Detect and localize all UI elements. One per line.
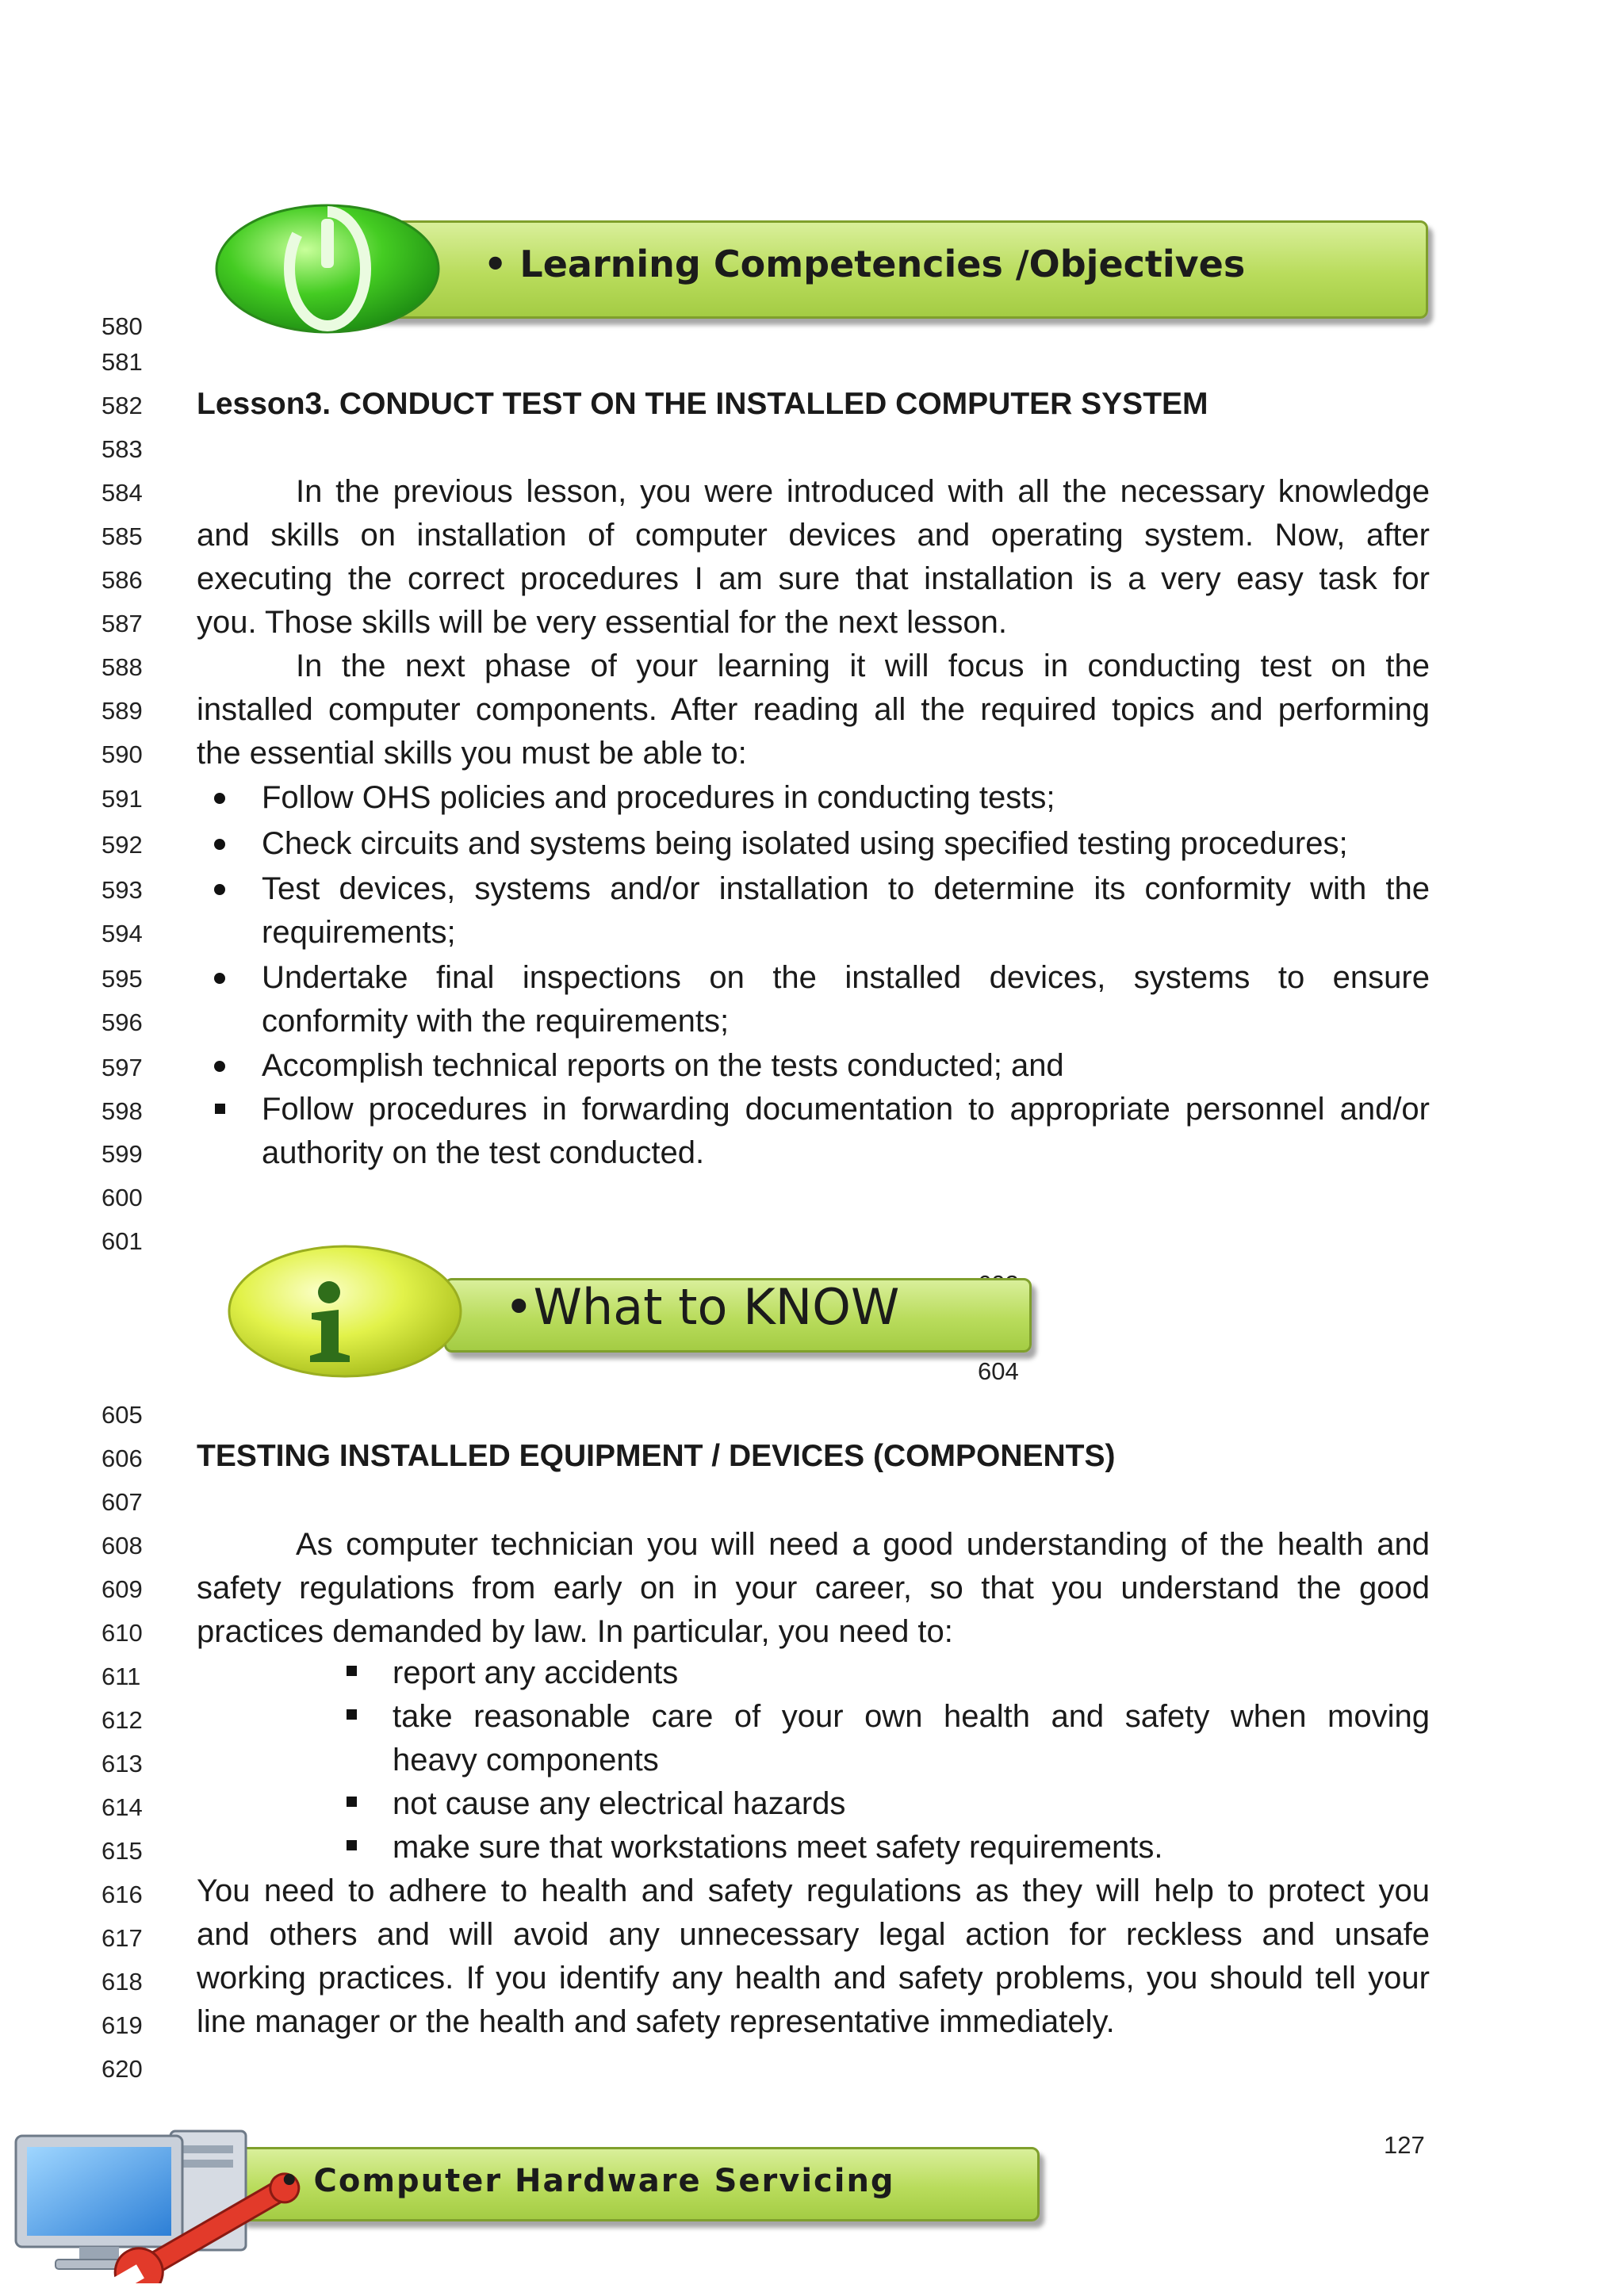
list-item: Check circuits and systems being isolated using specified testing procedures; — [262, 826, 1348, 861]
what-to-know-title: •What to KNOW — [504, 1278, 900, 1336]
list-item-continued: conformity with the requirements; — [262, 1004, 730, 1039]
line-number: 596 — [102, 1008, 143, 1036]
bullet-dot — [214, 793, 225, 804]
line-number: 614 — [102, 1793, 143, 1821]
paragraph-line: In the previous lesson, you were introduced with all the necessary knowledge — [296, 474, 1430, 509]
line-number: 612 — [102, 1706, 143, 1734]
line-number: 586 — [102, 566, 143, 594]
line-number: 581 — [102, 348, 143, 376]
line-number: 609 — [102, 1575, 143, 1603]
line-number: 611 — [102, 1663, 141, 1690]
line-number: 604 — [978, 1357, 1019, 1385]
line-number: 608 — [102, 1532, 143, 1559]
paragraph-line: In the next phase of your learning it will focus in conducting test on the — [296, 649, 1430, 683]
paragraph-line: and skills on installation of computer devices and operating system. Now, after — [197, 518, 1430, 553]
bullet-dot — [214, 884, 225, 895]
line-number: 584 — [102, 479, 143, 507]
line-number: 592 — [102, 831, 143, 859]
line-number: 585 — [102, 522, 143, 550]
line-number: 617 — [102, 1924, 143, 1952]
list-item-continued: requirements; — [262, 915, 456, 950]
bullet-square — [347, 1840, 357, 1850]
line-number: 613 — [102, 1750, 143, 1777]
objectives-banner-title: • Learning Competencies /Objectives — [484, 243, 1246, 285]
line-number: 615 — [102, 1837, 143, 1865]
line-number: 599 — [102, 1140, 143, 1168]
line-number: 590 — [102, 740, 143, 768]
line-number: 610 — [102, 1619, 143, 1647]
list-item-continued: heavy components — [393, 1743, 659, 1777]
bullet-square — [215, 1104, 225, 1114]
line-number: 616 — [102, 1881, 143, 1908]
line-number: 591 — [102, 785, 143, 813]
paragraph-line: the essential skills you must be able to: — [197, 736, 747, 771]
lesson-title: Lesson3. CONDUCT TEST ON THE INSTALLED COMPUTER SYSTEM — [197, 387, 1208, 421]
paragraph-line: installed computer components. After reading all the required topics and performing — [197, 692, 1430, 727]
line-number: 620 — [102, 2055, 143, 2083]
line-number: 619 — [102, 2011, 143, 2039]
line-number: 582 — [102, 392, 143, 419]
line-number: 593 — [102, 876, 143, 904]
paragraph-line: and others and will avoid any unnecessary legal action for reckless and unsafe — [197, 1917, 1430, 1952]
bullet-square — [347, 1666, 357, 1676]
paragraph-line: safety regulations from early on in your career, so that you understand the good — [197, 1571, 1430, 1605]
power-icon — [213, 201, 442, 336]
section-title: TESTING INSTALLED EQUIPMENT / DEVICES (COMPONENTS) — [197, 1439, 1116, 1473]
paragraph-line: As computer technician you will need a good understanding of the health and — [296, 1527, 1430, 1562]
line-number: 597 — [102, 1054, 143, 1081]
line-number: 600 — [102, 1184, 143, 1211]
paragraph-line: practices demanded by law. In particular, you need to: — [197, 1614, 953, 1649]
list-item: take reasonable care of your own health and safety when moving — [393, 1699, 1430, 1734]
bullet-square — [347, 1797, 357, 1807]
paragraph-line: executing the correct procedures I am sure that installation is a very easy task for — [197, 561, 1430, 596]
list-item: Follow OHS policies and procedures in conducting tests; — [262, 780, 1055, 815]
line-number: 583 — [102, 435, 143, 463]
bullet-square — [347, 1709, 357, 1720]
line-number: 598 — [102, 1097, 143, 1125]
paragraph-line: working practices. If you identify any health and safety problems, you should tell your — [197, 1961, 1430, 1996]
list-item: report any accidents — [393, 1655, 679, 1690]
list-item: Follow procedures in forwarding documentation to appropriate personnel and/or — [262, 1092, 1430, 1127]
line-number: 605 — [102, 1401, 143, 1429]
line-number: 601 — [102, 1227, 143, 1255]
line-number: 618 — [102, 1968, 143, 1996]
line-number: 587 — [102, 610, 143, 637]
paragraph-line: you. Those skills will be very essential for the next lesson. — [197, 605, 1007, 640]
line-number: 588 — [102, 653, 143, 681]
line-number: 594 — [102, 920, 143, 947]
list-item-continued: authority on the test conducted. — [262, 1135, 705, 1170]
paragraph-line: You need to adhere to health and safety regulations as they will help to protect you — [197, 1873, 1430, 1908]
list-item: make sure that workstations meet safety requirements. — [393, 1830, 1163, 1865]
line-number: 589 — [102, 697, 143, 725]
computer-wrench-icon — [8, 2117, 309, 2283]
page-number: 127 — [1384, 2131, 1425, 2159]
list-item: Accomplish technical reports on the tests conducted; and — [262, 1048, 1064, 1083]
paragraph-line: line manager or the health and safety representative immediately. — [197, 2004, 1115, 2039]
list-item: Undertake final inspections on the installed devices, systems to ensure — [262, 960, 1430, 995]
line-number: 606 — [102, 1445, 143, 1472]
info-icon — [226, 1243, 464, 1380]
list-item: Test devices, systems and/or installation to determine its conformity with the — [262, 871, 1430, 906]
footer-title: • Computer Hardware Servicing — [279, 2163, 895, 2199]
line-number: 595 — [102, 965, 143, 993]
bullet-dot — [214, 973, 225, 984]
line-number: 607 — [102, 1488, 143, 1516]
bullet-dot — [214, 1061, 225, 1072]
line-number: 580 — [102, 312, 143, 340]
list-item: not cause any electrical hazards — [393, 1786, 846, 1821]
bullet-dot — [214, 839, 225, 850]
